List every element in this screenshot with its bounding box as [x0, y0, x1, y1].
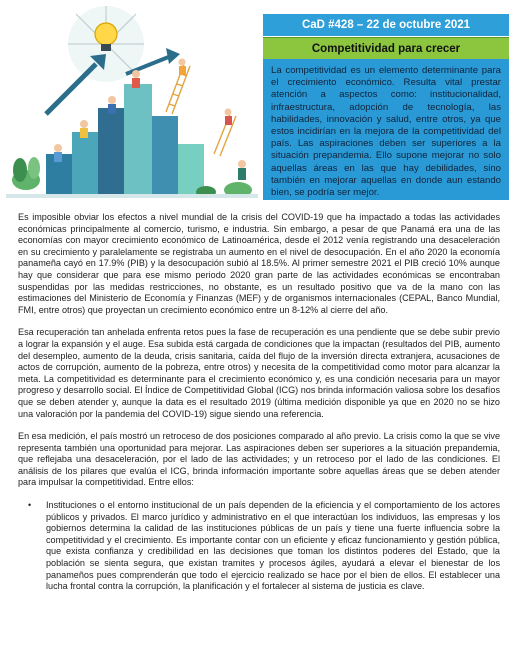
- paragraph-3: En esa medición, el país mostró un retroceso de dos posiciones comparado al año previo. La crisis como la que se vive representa también una oportunidad para mejorar. Las aspiraciones deben ser superiores a la situación prepandemia, que reflejaba una desaceleración, por el lado de las actividades; y un retroceso por el lado de las condiciones. El análisis de los pilares que evalúa el ICG, brinda información importante sobre aquellas áreas que se deben atender para impulsar la competitividad. Entre ellos:: [18, 431, 500, 488]
- bar-steps-icon: [6, 4, 258, 200]
- paragraph-1: Es imposible obviar los efectos a nivel mundial de la crisis del COVID-19 que ha impactado a todas las actividades económicas principalmente al comercio, turismo, e industria. Sin embargo, a pesar de que Panamá era una de las economías con mayor crecimiento económico de Latinoamérica, desde el 2012 venía registrando una desaceleración en su crecimiento y paralelamente se registraba un aumento en el nivel de desocupación. En el año 2020 la economía panameña cayó en 17.9% (PIB) y la desocupación subió al 18.5%. Al primer semestre 2021 el PIB creció 10% aunque hay que considerar que para ese mismo periodo 2020 gran parte de las actividades económicas se encontraban suspendidas por las medidas restricciones, no obstante, es un resultado positivo que va de la mano con las estimaciones del Ministerio de Economía y Finanzas (MEF) y de organismos internacionales (CEPAL, Banco Mundial, FMI, entre otros) que proyectan un crecimiento económico entre un 8-12% al cierre del año.: [18, 212, 500, 315]
- growth-illustration: [6, 4, 258, 200]
- bullet-icon: •: [28, 500, 32, 511]
- issue-badge: CaD #428 – 22 de octubre 2021: [263, 14, 509, 36]
- summary-box: La competitividad es un elemento determinante para el crecimiento económico. Resulta vital prestar atención a aspectos como: institucionalidad, infraestructura, adopción de tecnología, las habilidades, innovación y salud, entre otros, ya que estos incidirían en la mejora de la competitividad del país. Las aspiraciones deben ser superiores a la situación prepandemia. Ello supone mejorar no solo aquellas áreas en las que hay debilidades, sino también en mejorar aquellas en donde aun estando bien, se podría ser mejor.: [263, 59, 509, 200]
- document-body: [18, 212, 500, 593]
- list-item-text: Instituciones o el entorno institucional de un país dependen de la eficiencia y el comportamiento de los actores públicos y privados. El marco jurídico y administrativo en el que interactúan los individuos, las empresas y los gobiernos determina la calidad de las instituciones públicas de un país y tiene una fuerte influencia sobre la competitividad y el crecimiento. Es importante contar con un eficiente y eficaz funcionamiento y gestión pública, que exista confianza y credibilidad en las decisiones que toman los distintos poderes del Estado, que la población se sienta segura, que existan tramites y procesos ágiles, ayudará a elevar el bienestar de los panameños pues comprenderán que todo el ejercicio realizado se hace por el bien de ellos. El establecer una lucha frontal contra la corrupción, la planificación y el fortalecer al sistema de justicia es clave.: [46, 500, 500, 592]
- list-item: [28, 500, 500, 593]
- document-title: Competitividad para crecer: [263, 37, 509, 60]
- paragraph-2: Esa recuperación tan anhelada enfrenta retos pues la fase de recuperación es una pendiente que se debe subir previo a lograr la expansión y el auge. Esa subida está cargada de condiciones que la impactan (resultados del PIB, aumento del desempleo, aumento de la deuda, crisis sanitaria, caída del flujo de la inversión directa extranjera, acusaciones de actos de corrupción, aumento de la pobreza, entre otros) y necesita de la competitividad como motor para alcanzar la meta. La competitividad es determinante para el crecimiento económico y, es una condición necesaria para un mayor progreso y desarrollo social. El Índice de Competitividad Global (ICG) nos brinda información valiosa sobre los desafíos que se deben atender y, aunque la data es el resultado 2019 (última medición disponible ya que en 2020 no se hizo una valoración por la pandemia del COVID-19) sigue siendo una referencia.: [18, 327, 500, 419]
